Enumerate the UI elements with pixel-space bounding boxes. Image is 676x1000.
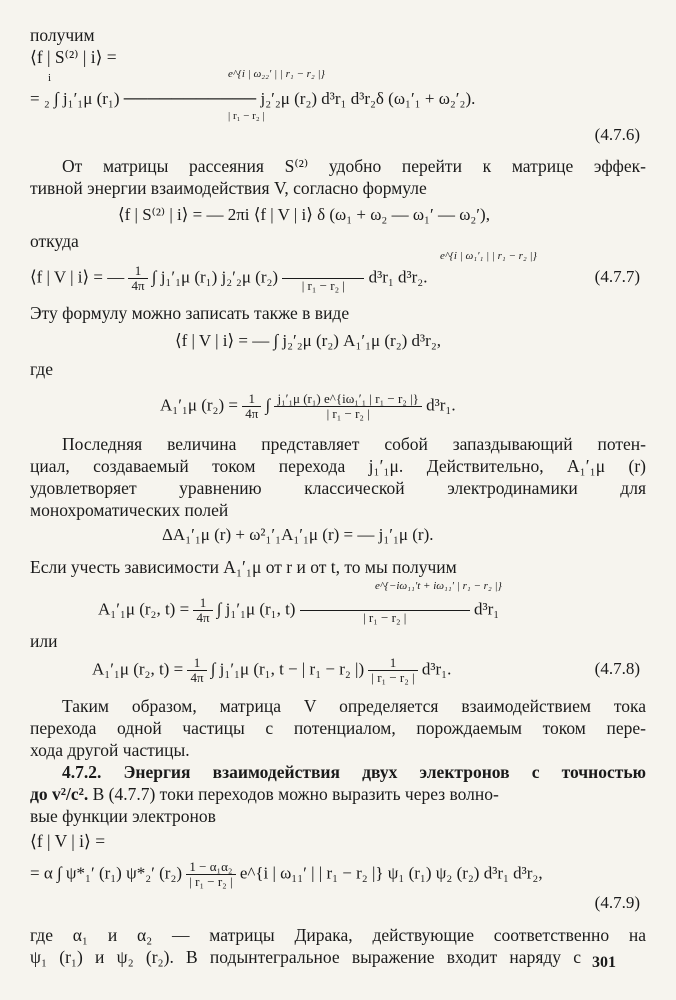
equation-matrix-v: ⟨f | V | i⟩ = — ∫ j₂′₂μ (r₂) A₁′₁μ (r₂) d³r₂, [175,331,441,350]
equation-field: ΔA₁′₁μ (r) + ω²₁′₁A₁′₁μ (r) = — j₁′₁μ (r). [162,525,434,544]
fraction [187,656,206,685]
denominator: 4π [245,406,259,421]
numerator: 1 [128,264,147,279]
denominator: | r₁ − r₂ | [371,670,415,685]
equation-exponent: e^{i | ω₁′₁ | | r₁ − r₂ |} [440,250,537,262]
text-line: Эту формулу можно записать также в виде [30,303,350,323]
differentials: d³r₁ d³r₂. [368,267,428,287]
equation-time-potential [98,596,499,625]
text-line: откуда [30,231,79,251]
denominator: | r₁ − r₂ | [189,874,233,889]
text-line: тивной энергии взаимодействия V, согласно формуле [30,178,427,198]
equation-exponent: e^{i | ω₂₂′ | | r₁ − r₂ |} [228,68,325,80]
equation-lhs: ⟨f | S⁽²⁾ | i⟩ = [30,47,117,67]
equation-4-7-8 [92,656,451,685]
equation-number: (4.7.7) [594,267,640,286]
text-line: Если учесть зависимости A₁′₁μ от r и от t, то мы получим [30,557,457,577]
integrand: ∫ j₁′₁μ (r₁) j₂′₂μ (r₂) [151,267,279,287]
integrand-tail: e^{i | ω₁₁′ | | r₁ − r₂ |} ψ₁ (r₁) ψ₂ (r₂) d³r₁ d³r₂, [239,863,543,883]
numerator: 1 − α₁α₂ [186,860,235,875]
text-line: ψ₁ (r₁) и ψ₂ (r₂). В подынтегральное выражение входит наряду с [30,947,581,967]
numerator [282,264,364,279]
equation-s-matrix: ⟨f | S⁽²⁾ | i⟩ = — 2πi ⟨f | V | i⟩ δ (ω₁ + ω₂ — ω₁′ — ω₂′), [118,205,490,224]
numerator: 1 [242,392,261,407]
numerator: 1 [193,596,212,611]
equation-4-7-9 [30,860,543,889]
equation-number: (4.7.6) [594,125,640,144]
equation-potential [160,392,456,421]
text-line: Таким образом, матрица V определяется взаимодействием тока [62,696,646,716]
equation-prefactor: i [48,72,52,84]
numerator [300,596,470,611]
denominator: 4π [131,278,145,293]
text-fragment: В (4.7.7) токи переходов можно выразить через волно- [92,784,499,804]
integrand: ∫ j₁′₁μ (r₁, t) [216,599,296,619]
fraction [368,656,417,685]
text-line: где α₁ и α₂ — матрицы Дирака, действующие соответственно на [30,925,646,945]
fraction [186,860,235,889]
text-line: Последняя величина представляет собой запаздывающий потен- [62,434,646,454]
denominator: 4π [190,670,204,685]
equation-lhs: A₁′₁μ (r₂, t) = [98,599,190,619]
text-line: вые функции электронов [30,806,216,826]
fraction [274,392,421,421]
integrand: ∫ j₁′₁μ (r₁, t − | r₁ − r₂ |) [210,659,365,679]
equation-denominator: | r₁ − r₂ | [228,110,265,122]
text-line: циал, создаваемый током перехода j₁′₁μ. Действительно, A₁′₁μ (r) [30,456,646,476]
fraction [128,264,147,293]
equation-lhs: ⟨f | V | i⟩ = — [30,267,125,287]
equation-4-7-6: = ₂ ∫ j₁′₁μ (r₁) ─────────── j₂′₂μ (r₂) d³r₁ d³r₂δ (ω₁′₁ + ω₂′₂). [30,89,476,108]
differentials: d³r₁. [421,659,452,679]
denominator: | r₁ − r₂ | [363,610,407,625]
equation-exponent: e^{−iω₁₁′t + iω₁₁′ | r₁ − r₂ |} [375,580,502,592]
denominator: | r₁ − r₂ | [326,406,370,421]
fraction [282,264,364,293]
equation-number: (4.7.9) [594,893,640,912]
equation-lhs: A₁′₁μ (r₂, t) = [92,659,184,679]
text-line: удовлетворяет уравнению классической электродинамики для [30,478,646,498]
numerator: 1 [368,656,417,671]
fraction [242,392,261,421]
page-number: 301 [592,954,616,971]
section-heading-end: до v²/c². [30,784,89,804]
text-line: От матрицы рассеяния S⁽²⁾ удобно перейти к матрице эффек- [62,156,646,176]
section-heading: 4.7.2. Энергия взаимодействия двух электронов с точностью [62,762,646,782]
text-line: перехода одной частицы с потенциалом, порождаемым током пере- [30,718,646,738]
differentials: d³r₁ [473,599,500,619]
equation-lhs: A₁′₁μ (r₂) = [160,395,238,415]
denominator: | r₁ − r₂ | [301,278,345,293]
text-line: или [30,631,58,651]
text-line: получим [30,25,95,45]
differentials: d³r₁. [426,395,456,415]
text-line: хода другой частицы. [30,740,190,760]
equation-lhs: ⟨f | V | i⟩ = [30,831,106,851]
fraction [193,596,212,625]
integral-sign: ∫ [265,395,271,415]
fraction [300,596,470,625]
text-line: монохроматических полей [30,500,229,520]
text-line: где [30,359,53,379]
numerator: 1 [187,656,206,671]
equation-number: (4.7.8) [594,659,640,678]
equation-4-7-7 [30,264,427,293]
integrand: = α ∫ ψ*₁′ (r₁) ψ*₂′ (r₂) [30,863,183,883]
text-line [30,783,646,805]
numerator: j₁′₁μ (r₁) e^{iω₁′₁ | r₁ − r₂ |} [274,392,421,407]
denominator: 4π [196,610,210,625]
